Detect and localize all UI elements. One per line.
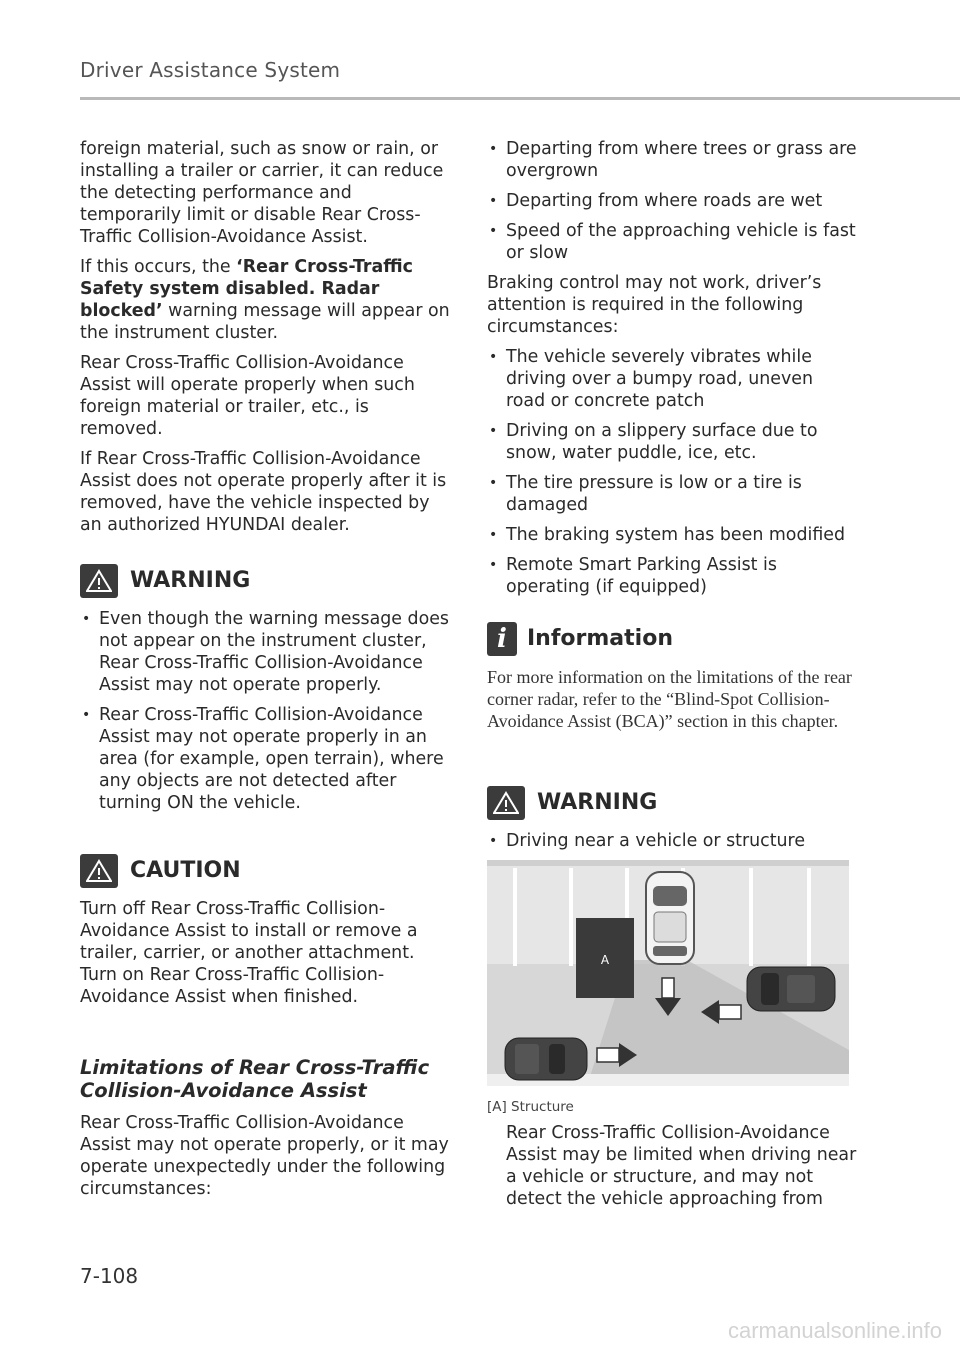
structure-label: A	[600, 953, 610, 967]
list-item: • The vehicle severely vibrates while driving over a bumpy road, uneven road or concrete patch	[487, 346, 857, 412]
reversing-car-icon	[646, 872, 694, 964]
list-item: • Speed of the approaching vehicle is fast or slow	[487, 220, 857, 264]
watermark: carmanualsonline.info	[727, 1318, 942, 1343]
left-column	[80, 138, 450, 1208]
list-item: • Remote Smart Parking Assist is operating (if equipped)	[487, 554, 857, 598]
paragraph: foreign material, such as snow or rain, or installing a trailer or carrier, it can reduce the detecting performance and temporarily limit or disable Rear Cross-Traffic Collision-Avoidance Assist.	[80, 139, 444, 247]
warning-list	[487, 830, 857, 852]
caution-title: CAUTION	[130, 858, 241, 883]
list-item: • The tire pressure is low or a tire is damaged	[487, 472, 857, 516]
list-item: • Rear Cross-Traffic Collision-Avoidance Assist may not operate properly in an area (for example, open terrain), where any objects are not detected after turning ON the vehicle.	[80, 704, 450, 814]
list-item: • Departing from where roads are wet	[487, 190, 857, 212]
warning-triangle-icon	[487, 786, 525, 820]
text-run: If this occurs, the	[80, 257, 237, 277]
warning-message-text: ‘Rear Cross-Traffic Safety system disabled. Radar blocked’	[80, 257, 413, 321]
caution-heading	[80, 854, 450, 888]
warning-heading	[487, 786, 857, 820]
warning-title: WARNING	[537, 790, 658, 815]
conditions-list	[487, 138, 857, 264]
information-title: Information	[527, 626, 673, 651]
list-item: • The braking system has been modified	[487, 524, 857, 546]
running-header: Driver Assistance System	[80, 58, 341, 82]
warning-title: WARNING	[130, 568, 251, 593]
section-title: Limitations of Rear Cross-Traffic Collision-Avoidance Assist	[80, 1056, 430, 1102]
paragraph: Rear Cross-Traffic Collision-Avoidance Assist may not operate properly, or it may operate unexpectedly under the following circumstances:	[80, 1113, 449, 1199]
paragraph	[80, 256, 450, 344]
paragraph: Rear Cross-Traffic Collision-Avoidance Assist will operate properly when such foreign material or trailer, etc., is removed.	[80, 353, 415, 439]
paragraph: Braking control may not work, driver’s attention is required in the following circumstances:	[487, 273, 822, 337]
approaching-car-left-icon	[505, 1038, 587, 1080]
paragraph: Rear Cross-Traffic Collision-Avoidance Assist may be limited when driving near a vehicle or structure, and may not detect the vehicle approaching from	[506, 1123, 857, 1209]
caution-text: Turn off Rear Cross-Traffic Collision-Avoidance Assist to install or remove a trailer, carrier, or another attachment. Turn on Rear Cross-Traffic Collision-Avoidance Assist when finished.	[80, 899, 418, 1007]
caution-triangle-icon	[80, 854, 118, 888]
information-heading	[487, 622, 857, 656]
figure-caption: [A] Structure	[487, 1099, 574, 1115]
warning-triangle-icon	[80, 564, 118, 598]
warning-heading	[80, 564, 450, 598]
text-run: warning message will appear on the instrument cluster.	[80, 301, 450, 343]
information-text: For more information on the limitations of the rear corner radar, refer to the “Blind-Spot Collision-Avoidance Assist (BCA)” section in this chapter.	[487, 667, 852, 731]
braking-conditions-list	[487, 346, 857, 598]
paragraph: If Rear Cross-Traffic Collision-Avoidance Assist does not operate properly after it is removed, have the vehicle inspected by an authorized HYUNDAI dealer.	[80, 449, 447, 535]
list-item: • Departing from where trees or grass are overgrown	[487, 138, 857, 182]
page-number: 7-108	[80, 1264, 139, 1288]
parking-illustration	[487, 860, 849, 1086]
information-icon: i	[487, 622, 517, 656]
approaching-car-right-icon	[747, 967, 835, 1011]
right-column	[487, 138, 857, 1218]
parking-lot-diagram	[487, 860, 849, 1086]
header-divider	[80, 97, 960, 100]
list-item: • Driving on a slippery surface due to snow, water puddle, ice, etc.	[487, 420, 857, 464]
list-item: • Even though the warning message does not appear on the instrument cluster, Rear Cross-Traffic Collision-Avoidance Assist may not operate properly.	[80, 608, 450, 696]
warning-list	[80, 608, 450, 814]
list-item: • Driving near a vehicle or structure	[487, 830, 857, 852]
